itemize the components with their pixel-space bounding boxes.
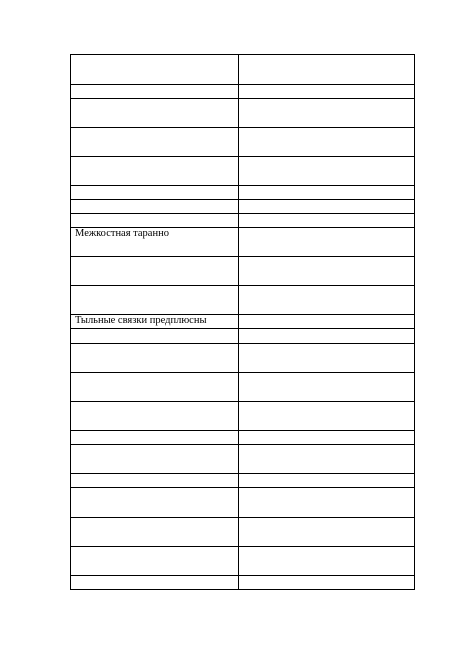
cell-col-2 [239,257,415,286]
cell-col-2 [239,401,415,430]
table-row [71,257,415,286]
cell-col-2 [239,474,415,488]
cell-col-1 [71,546,239,575]
cell-col-1 [71,185,239,199]
cell-col-1 [71,372,239,401]
cell-col-1 [71,329,239,343]
table-row [71,156,415,185]
cell-col-1 [71,199,239,213]
cell-col-2 [239,445,415,474]
cell-col-2 [239,156,415,185]
cell-col-2 [239,55,415,85]
cell-col-1 [71,55,239,85]
table-row [71,401,415,430]
cell-col-2 [239,315,415,329]
cell-col-1 [71,128,239,156]
cell-col-1 [71,431,239,445]
table-row [71,488,415,517]
table-row [71,329,415,343]
cell-col-2 [239,213,415,227]
table-row [71,546,415,575]
cell-col-1 [71,343,239,372]
cell-col-2 [239,99,415,128]
table-row [71,128,415,156]
cell-col-1 [71,156,239,185]
cell-col-2 [239,546,415,575]
table-row [71,315,415,329]
table-row [71,85,415,99]
cell-col-2 [239,85,415,99]
table-row [71,575,415,589]
cell-col-2 [239,372,415,401]
cell-col-2 [239,128,415,156]
cell-col-1 [71,213,239,227]
table-row [71,474,415,488]
table-row [71,213,415,227]
cell-col-1 [71,99,239,128]
table-row [71,286,415,315]
cell-col-1 [71,286,239,315]
cell-col-2 [239,517,415,546]
cell-col-1 [71,445,239,474]
cell-col-1 [71,517,239,546]
table-row [71,431,415,445]
cell-col-2 [239,488,415,517]
cell-col-1 [71,401,239,430]
cell-col-2 [239,185,415,199]
cell-col-2 [239,431,415,445]
table-row [71,99,415,128]
cell-col-1 [71,488,239,517]
cell-col-2 [239,329,415,343]
cell-col-1 [71,575,239,589]
table-row [71,227,415,256]
table-row [71,517,415,546]
table-row [71,372,415,401]
table-body [71,55,415,590]
cell-col-2 [239,343,415,372]
table-row [71,55,415,85]
cell-col-1 [71,257,239,286]
cell-col-1 [71,85,239,99]
cell-col-1: Тыльные связки предплюсны [71,315,239,329]
cell-col-1: Межкостная таранно [71,227,239,256]
cell-col-2 [239,199,415,213]
table-row [71,445,415,474]
table-row [71,343,415,372]
cell-col-2 [239,575,415,589]
ligaments-table [70,54,415,590]
table-row [71,185,415,199]
cell-col-1 [71,474,239,488]
cell-col-2 [239,227,415,256]
table-row [71,199,415,213]
cell-col-2 [239,286,415,315]
